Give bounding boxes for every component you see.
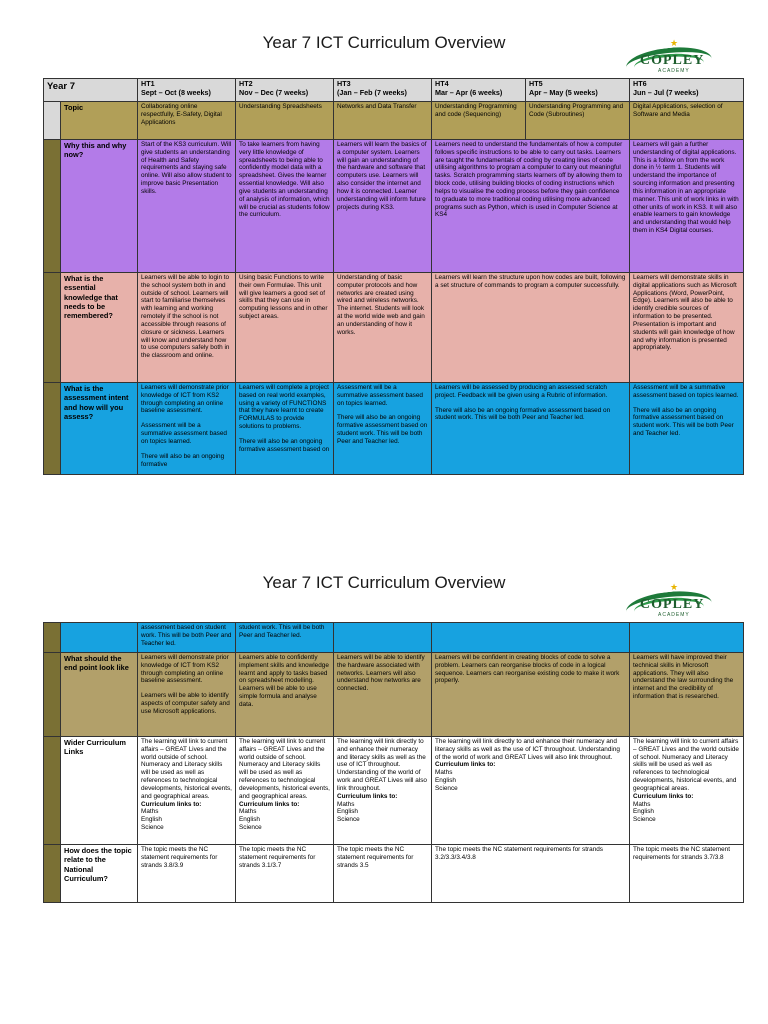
topic-cell: Networks and Data Transfer: [334, 102, 432, 140]
term-header-ht5: HT5 Apr – May (5 weeks): [526, 79, 630, 102]
national-curriculum-cell: The topic meets the NC statement requirements for strands 3.5: [334, 845, 432, 903]
curriculum-table-page2: [43, 622, 744, 903]
end-point-cell: Learners will be confident in creating blocks of code to solve a problem. Learners can reorganise blocks of code in a logical sequence. Learners can reorganise existing code to make it work properly.: [432, 653, 630, 737]
row-strip: [44, 653, 61, 737]
topic-cell: Understanding Programming and code (Sequencing): [432, 102, 526, 140]
knowledge-cell: Using basic Functions to write their own Formulae. This unit will give learners a good set of skills that they can use in computing lessons and in other subject areas.: [236, 273, 334, 383]
page-title: Year 7 ICT Curriculum Overview: [262, 573, 506, 592]
end-point-cell: Learners will be able to identify the hardware associated with networks. Learners will also understand how networks are connected.: [334, 653, 432, 737]
why-cell: To take learners from having very little knowledge of spreadsheets to being able to confidently model data with a spreadsheet. Gives the learner essential knowledge. Will also give students an understanding of analysis of information, which will be crucial as students follow the curriculum.: [236, 140, 334, 273]
row-strip: [44, 737, 61, 845]
row-label-empty: [61, 623, 138, 653]
assessment-cell: Assessment will be a summative assessment based on topics learned. There will also be an ongoing formative assessment based on student work. This will be both Peer and Teacher led.: [334, 383, 432, 475]
end-point-cell: Learners will have improved their technical skills in Microsoft applications. They will also understand the law surrounding the internet and the credibility of information that is researched.: [630, 653, 744, 737]
assessment-cell: [334, 623, 432, 653]
end-point-cell: Learners will demonstrate prior knowledge of ICT from KS2 through completing an online baseline assessment. Learners will be able to identify aspects of computer safety and use Microsoft applications.: [138, 653, 236, 737]
row-label-knowledge: What is the essential knowledge that needs to be remembered?: [61, 273, 138, 383]
row-label-topic: Topic: [61, 102, 138, 140]
term-header-ht4: HT4 Mar – Apr (6 weeks): [432, 79, 526, 102]
end-point-cell: Learners able to confidently implement skills and knowledge learnt and apply to tasks based on spreadsheet modelling. Learners will be able to use simple formula and analyse data.: [236, 653, 334, 737]
knowledge-cell: Learners will be able to login to the school system both in and outside of school. Learners will start to familiarise themselves with learning and working remotely if the school is not accessible through reasons of closure or sickness. Learners will know and understand how to use computers safely both in the classroom and online.: [138, 273, 236, 383]
wider-links-cell: The learning will link directly to and enhance their numeracy and literacy skills as well as the use of ICT throughout. Understanding of the world of work and GREAT Lives will also link throughout. Curriculum links to: Maths English Science: [432, 737, 630, 845]
year-label: Year 7: [44, 79, 138, 102]
assessment-cell: Learners will demonstrate prior knowledge of ICT from KS2 through completing an online baseline assessment. Assessment will be a summative assessment based on topics learned. There will also be an ongoing formative: [138, 383, 236, 475]
row-strip: [44, 623, 61, 653]
row-label-national-curriculum: How does the topic relate to the National Curriculum?: [61, 845, 138, 903]
national-curriculum-cell: The topic meets the NC statement requirements for strands 3.1/3.7: [236, 845, 334, 903]
row-label-end-point: What should the end point look like: [61, 653, 138, 737]
term-header-ht6: HT6 Jun – Jul (7 weeks): [630, 79, 744, 102]
topic-cell: Collaborating online respectfully, E-Safety, Digital Applications: [138, 102, 236, 140]
national-curriculum-cell: The topic meets the NC statement requirements for strands 3.2/3.3/3.4/3.8: [432, 845, 630, 903]
wider-links-cell: The learning will link to current affairs – GREAT Lives and the world outside of school. Numeracy and Literacy skills will be used as well as references to technological developments, historical events, and geographical areas. Curriculum links to: Maths English Science: [630, 737, 744, 845]
national-curriculum-cell: The topic meets the NC statement requirements for strands 3.7/3.8: [630, 845, 744, 903]
assessment-cell: [630, 623, 744, 653]
row-label-why: Why this and why now?: [61, 140, 138, 273]
national-curriculum-cell: The topic meets the NC statement requirements for strands 3.8/3.9: [138, 845, 236, 903]
curriculum-table-page1: [43, 78, 744, 475]
assessment-cell: student work. This will be both Peer and Teacher led.: [236, 623, 334, 653]
knowledge-cell: Understanding of basic computer protocols and how networks are created using wired and wireless networks. The internet. Students will look at the world wide web and gain an understanding of how it works.: [334, 273, 432, 383]
topic-cell: Understanding Spreadsheets: [236, 102, 334, 140]
star-icon: ★: [670, 38, 679, 48]
why-cell: Learners will learn the basics of a computer system. Learners will gain an understanding of the hardware and software that computers use. Learners will also consider the internet and how it is connected. Learner understanding will inform future projects during KS3.: [334, 140, 432, 273]
assessment-cell: Learners will be assessed by producing an assessed scratch project. Feedback will be given using a Rubric of information. There will also be an ongoing formative assessment based on student work. This will be both Peer and Teacher led.: [432, 383, 630, 475]
assessment-cell: Assessment will be a summative assessment based on topics learned. There will also be an ongoing formative assessment based on student work. This will be both Peer and Teacher led.: [630, 383, 744, 475]
assessment-cell: assessment based on student work. This will be both Peer and Teacher led.: [138, 623, 236, 653]
knowledge-cell: Learners will learn the structure upon how codes are built, following a set structure of commands to program a computer successfully.: [432, 273, 630, 383]
why-cell: Learners need to understand the fundamentals of how a computer follows specific instructions to be able to carry out tasks. Learners are taught the fundamentals of coding by creating lines of code utilising algorithms to program a computer to carry out meaningful tasks. Scratch programming starts learners off by allowing them to block code, utilising building blocks of coding instructions which helps to visualise the coding process before they gain confidence to graduate to more traditional coding utilising more advanced programs such as Python, which is used in Computer Science at KS4: [432, 140, 630, 273]
term-header-ht1: HT1 Sept – Oct (8 weeks): [138, 79, 236, 102]
page-title: Year 7 ICT Curriculum Overview: [262, 33, 506, 52]
row-strip: [44, 273, 61, 383]
wider-links-cell: The learning will link to current affairs – GREAT Lives and the world outside of school. Numeracy and Literacy skills will be used as well as references to technological developments, historical events, and geographical areas. Curriculum links to: Maths English Science: [236, 737, 334, 845]
term-header-ht2: HT2 Nov – Dec (7 weeks): [236, 79, 334, 102]
row-label-wider-links: Wider Curriculum Links: [61, 737, 138, 845]
row-label-assessment: What is the assessment intent and how will you assess?: [61, 383, 138, 475]
knowledge-cell: Learners will demonstrate skills in digital applications such as Microsoft Applications (Word, PowerPoint, Edge). Learners will also be able to identify credible sources of information to be presented. Presentation is important and students will gain knowledge of how and why information is presented appropriately.: [630, 273, 744, 383]
wider-links-cell: The learning will link directly to and enhance their numeracy and literacy skills as well as the use of ICT throughout. Understanding of the world of work and GREAT Lives will also link throughout. Curriculum links to: Maths English Science: [334, 737, 432, 845]
row-strip: [44, 140, 61, 273]
topic-cell: Digital Applications, selection of Software and Media: [630, 102, 744, 140]
why-cell: Start of the KS3 curriculum. Will give students an understanding of Health and Safety requirements and staying safe online. Will also allow student to improve basic Presentation skills.: [138, 140, 236, 273]
assessment-cell: Learners will complete a project based on real world examples, using a variety of FUNCTIONS that they have learnt to create FORMULAS to provide solutions to problems. There will also be an ongoing formative assessment based on: [236, 383, 334, 475]
term-header-ht3: HT3 (Jan – Feb (7 weeks): [334, 79, 432, 102]
copley-academy-logo: ★ COPLEY ACADEMY: [624, 582, 716, 622]
row-strip: [44, 383, 61, 475]
copley-academy-logo: ★ COPLEY ACADEMY: [624, 38, 716, 78]
star-icon: ★: [670, 582, 679, 592]
why-cell: Learners will gain a further understanding of digital applications. This is a follow on from the work done in ½ term 1. Students will understand the importance of sourcing information and presenting this information in an appropriate manner. This unit of work links in with other units of work in KS3. It will also enable learners to gain knowledge and understanding that would help them in KS4 Digital courses.: [630, 140, 744, 273]
assessment-cell: [432, 623, 630, 653]
row-strip: [44, 845, 61, 903]
topic-cell: Understanding Programming and Code (Subroutines): [526, 102, 630, 140]
wider-links-cell: The learning will link to current affairs – GREAT Lives and the world outside of school. Numeracy and Literacy skills will be used as well as references to technological developments, historical events, and geographical areas. Curriculum links to: Maths English Science: [138, 737, 236, 845]
row-strip: [44, 102, 61, 140]
